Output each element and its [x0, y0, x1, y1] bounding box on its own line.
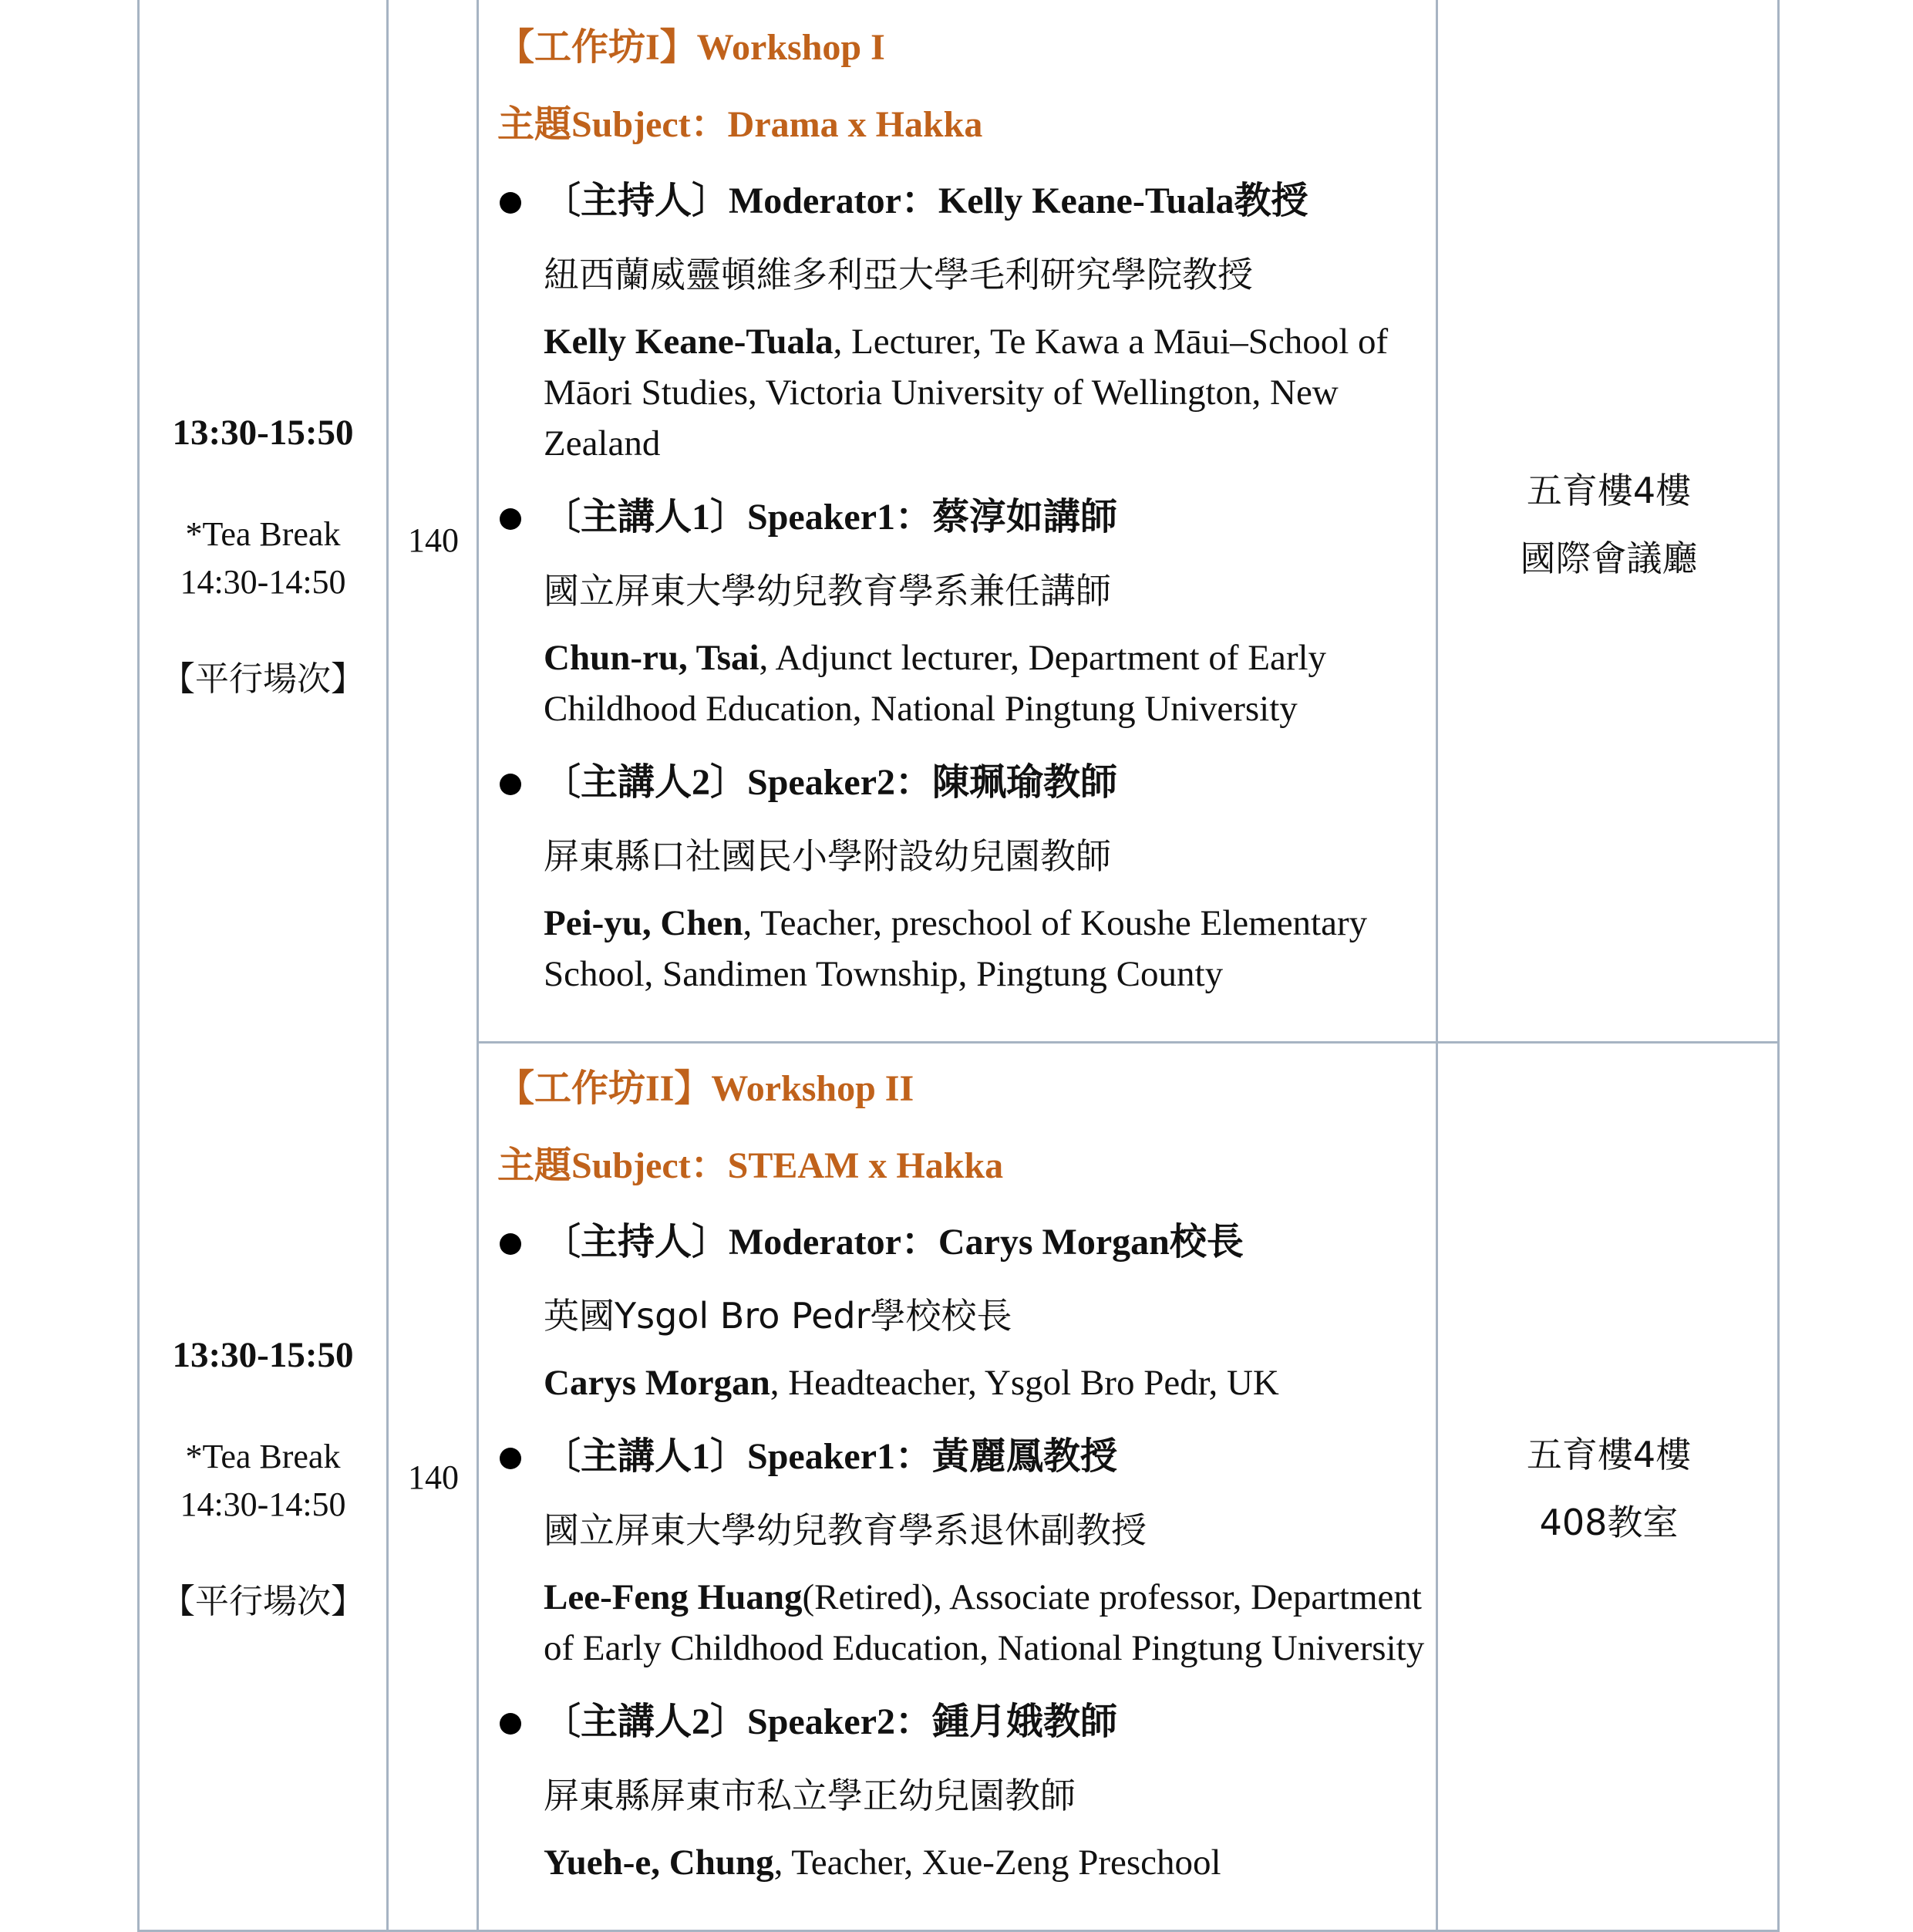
column-divider-time [386, 0, 389, 1932]
bullet-icon [500, 774, 521, 795]
attendee-count: 140 [408, 521, 459, 559]
speaker1-role: 〔主講人1〕Speaker1：黃麗鳳教授 [497, 1419, 1430, 1495]
row-divider [477, 1041, 1780, 1044]
tea-break-time: 14:30-14:50 [180, 1485, 346, 1523]
column-divider-content [1436, 0, 1438, 1932]
tea-break-label: *Tea Break [185, 515, 341, 553]
venue-building: 五育樓4樓 [1526, 470, 1692, 511]
person-affiliation-en: Lee-Feng Huang(Retired), Associate professor, Department of Early Childhood Education, National Pingtung University [544, 1577, 1425, 1668]
workshop-cell [497, 9, 1430, 1010]
workshop-cell [497, 1050, 1430, 1899]
person-affiliation-zh: 屏東縣屏東市私立學正幼兒園教師 [544, 1775, 1076, 1816]
speaker1-role: 〔主講人1〕Speaker1：蔡淳如講師 [497, 480, 1430, 555]
session-type: 【平行場次】 [161, 1582, 365, 1621]
person-affiliation-en: Chun-ru, Tsai, Adjunct lecturer, Department of Early Childhood Education, National Pingtung University [544, 638, 1327, 729]
person-affiliation-en: Carys Morgan, Headteacher, Ysgol Bro Pedr, UK [544, 1363, 1279, 1403]
session-type: 【平行場次】 [161, 659, 365, 699]
speaker2-role: 〔主講人2〕Speaker2：陳珮瑜教師 [497, 745, 1430, 821]
person-affiliation-zh: 國立屏東大學幼兒教育學系退休副教授 [544, 1509, 1147, 1551]
person-affiliation-en: Kelly Keane-Tuala, Lecturer, Te Kawa a Māui–School of Māori Studies, Victoria University of Wellington, New Zealand [544, 322, 1389, 464]
speaker2-role: 〔主講人2〕Speaker2：鍾月娥教師 [497, 1684, 1430, 1760]
bullet-icon [500, 1448, 521, 1469]
person-affiliation-en: Yueh-e, Chung, Teacher, Xue-Zeng Preschool [544, 1843, 1221, 1883]
venue-room: 408教室 [1539, 1502, 1679, 1543]
bullet-icon [500, 1713, 521, 1735]
venue-cell [1438, 1421, 1780, 1556]
session-time: 13:30-15:50 [172, 413, 354, 453]
workshop-subject: 主題Subject：STEAM x Hakka [497, 1145, 1004, 1186]
moderator-role: 〔主持人〕Moderator：Kelly Keane-Tuala教授 [497, 164, 1430, 239]
tea-break-time: 14:30-14:50 [180, 563, 346, 601]
person-affiliation-zh: 屏東縣口社國民小學附設幼兒園教師 [544, 835, 1111, 877]
bullet-icon [500, 192, 521, 214]
venue-cell [1438, 457, 1780, 592]
moderator-role: 〔主持人〕Moderator：Carys Morgan校長 [497, 1205, 1430, 1280]
venue-room: 國際會議廳 [1520, 538, 1698, 579]
workshop-title: 【工作坊II】Workshop II [497, 1068, 914, 1109]
venue-building: 五育樓4樓 [1526, 1434, 1692, 1475]
person-affiliation-zh: 英國Ysgol Bro Pedr學校校長 [544, 1295, 1012, 1337]
bullet-icon [500, 1233, 521, 1255]
bullet-icon [500, 508, 521, 530]
tea-break-label: *Tea Break [185, 1438, 341, 1475]
time-cell [137, 1331, 389, 1626]
workshop-subject: 主題Subject：Drama x Hakka [497, 104, 983, 145]
person-affiliation-en: Pei-yu, Chen, Teacher, preschool of Koushe Elementary School, Sandimen Township, Pingtung County [544, 903, 1368, 994]
person-affiliation-zh: 紐西蘭威靈頓維多利亞大學毛利研究學院教授 [544, 254, 1253, 295]
workshop-title: 【工作坊I】Workshop I [497, 27, 885, 68]
person-affiliation-zh: 國立屏東大學幼兒教育學系兼任講師 [544, 570, 1111, 612]
column-divider-count [477, 0, 479, 1932]
time-cell [137, 409, 389, 703]
attendee-count: 140 [408, 1458, 459, 1496]
session-time: 13:30-15:50 [172, 1335, 354, 1375]
